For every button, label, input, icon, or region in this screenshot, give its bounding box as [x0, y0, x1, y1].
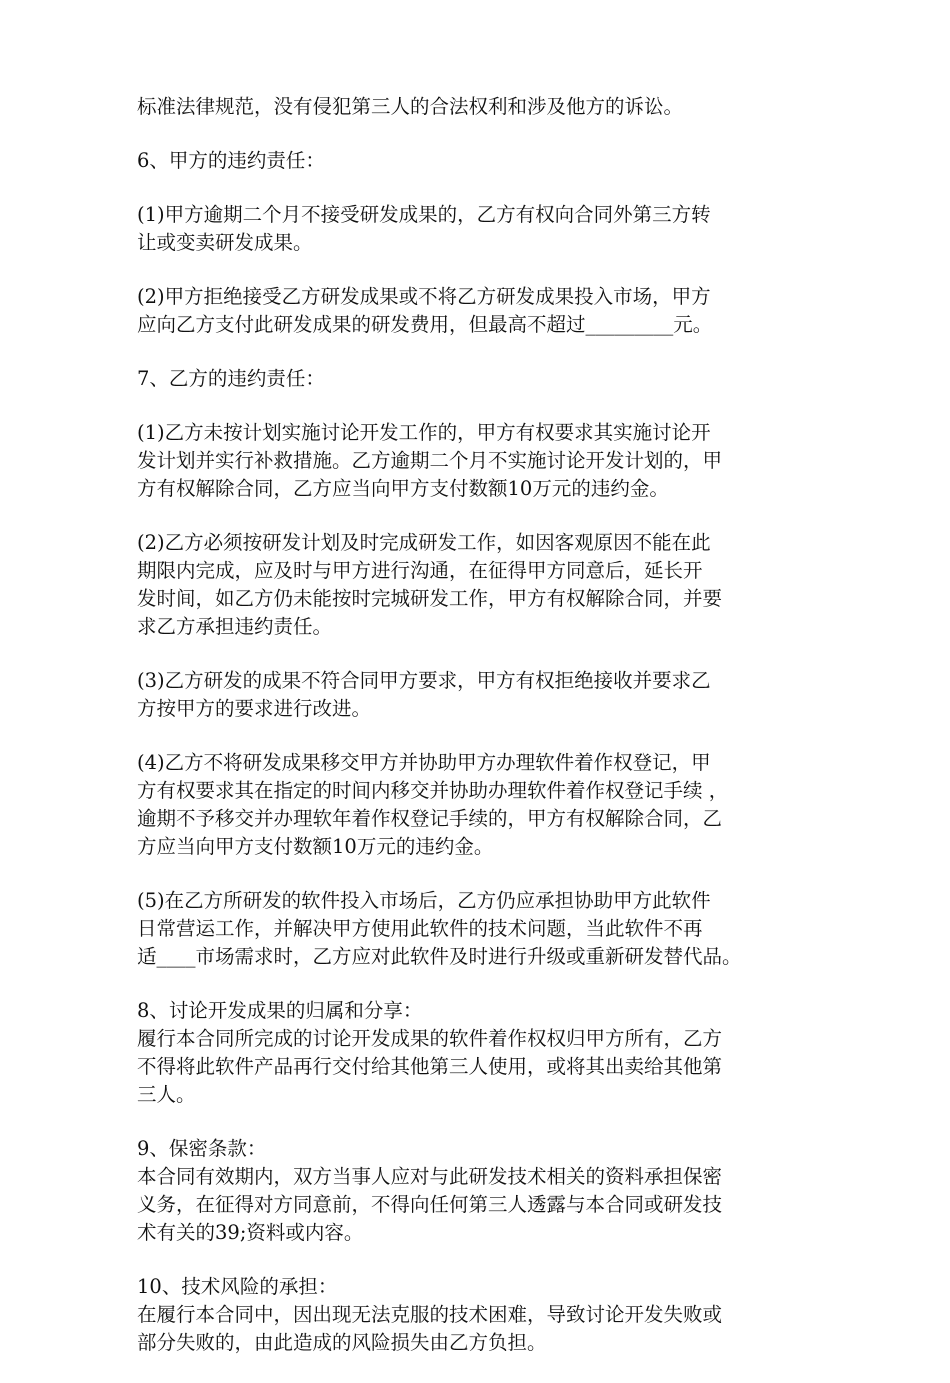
paragraph-intro-continuation — [137, 93, 817, 121]
text-line: 方应当向甲方支付数额10万元的违约金。 — [137, 835, 494, 858]
text-line: 部分失败的，由此造成的风险损失由乙方负担。 — [137, 1331, 547, 1354]
text-line: 期限内完成，应及时与甲方进行沟通，在征得甲方同意后，延长开 — [137, 559, 703, 582]
text-line: 三人。 — [137, 1083, 196, 1106]
clause-9 — [137, 1135, 817, 1247]
text-line: 方按甲方的要求进行改进。 — [137, 697, 372, 720]
clause-8-heading: 8、讨论开发成果的归属和分享： — [137, 999, 423, 1022]
text-line: (2)甲方拒绝接受乙方研发成果或不将乙方研发成果投入市场，甲方 — [137, 285, 711, 308]
text-line: 发时间，如乙方仍未能按时完城研发工作，甲方有权解除合同，并要 — [137, 587, 723, 610]
clause-7-3 — [137, 667, 817, 723]
clause-6-1 — [137, 201, 817, 257]
clause-6-2 — [137, 283, 817, 339]
text-line: (1)甲方逾期二个月不接受研发成果的，乙方有权向合同外第三方转 — [137, 203, 711, 226]
text-line: 方有权解除合同，乙方应当向甲方支付数额10万元的违约金。 — [137, 477, 669, 500]
document-page — [137, 93, 817, 1383]
clause-10 — [137, 1273, 817, 1357]
text-line: 标准法律规范，没有侵犯第三人的合法权利和涉及他方的诉讼。 — [137, 95, 684, 118]
text-line: 术有关的39;资料或内容。 — [137, 1221, 364, 1244]
clause-8 — [137, 997, 817, 1109]
text-line: 适____市场需求时，乙方应对此软件及时进行升级或重新研发替代品。 — [137, 945, 742, 968]
clause-7-heading — [137, 365, 817, 393]
text-line: (3)乙方研发的成果不符合同甲方要求，甲方有权拒绝接收并要求乙 — [137, 669, 711, 692]
text-line: 不得将此软件产品再行交付给其他第三人使用，或将其出卖给其他第 — [137, 1055, 723, 1078]
text-line: 让或变卖研发成果。 — [137, 231, 313, 254]
text-line: 履行本合同所完成的讨论开发成果的软件着作权权归甲方所有，乙方 — [137, 1027, 723, 1050]
text-line: (5)在乙方所研发的软件投入市场后，乙方仍应承担协助甲方此软件 — [137, 889, 711, 912]
text-line: 义务，在征得对方同意前，不得向任何第三人透露与本合同或研发技 — [137, 1193, 723, 1216]
clause-7-5 — [137, 887, 817, 971]
text-line: 求乙方承担违约责任。 — [137, 615, 333, 638]
text-line: 逾期不予移交并办理软年着作权登记手续的，甲方有权解除合同，乙 — [137, 807, 723, 830]
text-line: 发计划并实行补救措施。乙方逾期二个月不实施讨论开发计划的，甲 — [137, 449, 723, 472]
text-line: (4)乙方不将研发成果移交甲方并协助甲方办理软件着作权登记，甲 — [137, 751, 711, 774]
text-line: 本合同有效期内，双方当事人应对与此研发技术相关的资料承担保密 — [137, 1165, 723, 1188]
text-line: (1)乙方未按计划实施讨论开发工作的，甲方有权要求其实施讨论开 — [137, 421, 711, 444]
clause-7-2 — [137, 529, 817, 641]
clause-7-1 — [137, 419, 817, 503]
text-line: 日常营运工作，并解决甲方使用此软件的技术问题，当此软件不再 — [137, 917, 703, 940]
heading-line: 7、乙方的违约责任： — [137, 367, 325, 390]
clause-9-heading: 9、保密条款： — [137, 1137, 267, 1160]
text-line: 在履行本合同中，因出现无法克服的技术困难，导致讨论开发失败或 — [137, 1303, 723, 1326]
text-line: 方有权要求其在指定的时间内移交并协助办理软件着作权登记手续 ， — [137, 779, 729, 802]
text-line: 应向乙方支付此研发成果的研发费用，但最高不超过_________元。 — [137, 313, 713, 336]
clause-6-heading — [137, 147, 817, 175]
text-line: (2)乙方必须按研发计划及时完成研发工作，如因客观原因不能在此 — [137, 531, 711, 554]
clause-10-heading: 10、技术风险的承担： — [137, 1275, 338, 1298]
heading-line: 6、甲方的违约责任： — [137, 149, 325, 172]
clause-7-4 — [137, 749, 817, 861]
